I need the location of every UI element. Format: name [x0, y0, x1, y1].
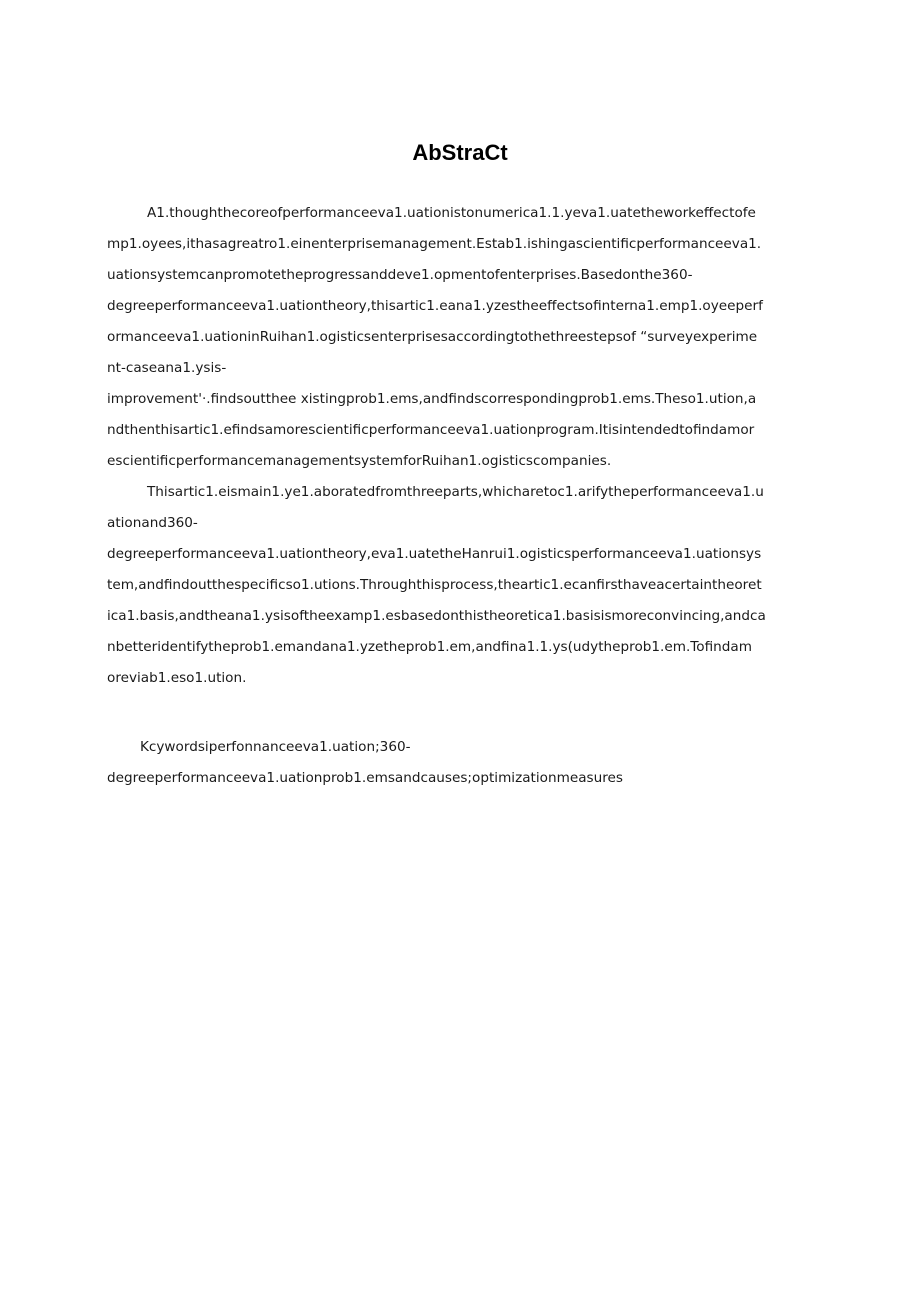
paragraph-2: [107, 477, 813, 694]
abstract-body: [107, 198, 813, 694]
text-line: nbetteridentifytheprob1.emandana1.yzetheprob1.em,andfina1.1.ys(udytheprob1.em.Tofindam: [107, 639, 752, 655]
text-line: improvement'·.findsoutthee xistingprob1.ems,andfindscorrespondingprob1.ems.Theso1.ution,a: [107, 391, 757, 407]
text-line: escientificperformancemanagementsystemforRuihan1.ogisticscompanies.: [107, 453, 612, 469]
paragraph-1: [107, 198, 813, 477]
text-line: ndthenthisartic1.efindsamorescientificperformanceeva1.uationprogram.Itisintendedtofindamor: [107, 422, 755, 438]
page-title: AbStraCt: [412, 140, 508, 165]
keywords: [107, 732, 813, 794]
text-line: ationand360-: [107, 515, 198, 531]
text-line: tem,andfindoutthespecificso1.utions.Throughthisprocess,theartic1.ecanfirsthaveacertaintheoret: [107, 577, 762, 593]
text-line: ica1.basis,andtheana1.ysisoftheexamp1.esbasedonthistheoretica1.basisismoreconvincing,andca: [107, 608, 766, 624]
text-line: degreeperformanceeva1.uationtheory,thisartic1.eana1.yzestheeffectsofinterna1.emp1.oyeeperf: [107, 298, 763, 314]
keywords-line: degreeperformanceeva1.uationprob1.emsandcauses;optimizationmeasures: [107, 770, 623, 786]
text-line: nt-caseana1.ysis-: [107, 360, 227, 376]
text-line: ormanceeva1.uationinRuihan1.ogisticsenterprisesaccordingtothethreestepsof “surveyexperime: [107, 329, 758, 345]
text-line: oreviab1.eso1.ution.: [107, 670, 247, 686]
text-line: Thisartic1.eismain1.ye1.aboratedfromthreeparts,whicharetoc1.arifytheperformanceeva1.u: [147, 484, 764, 500]
text-line: A1.thoughthecoreofperformanceeva1.uationistonumerica1.1.yeva1.uatetheworkeffectofe: [147, 205, 756, 221]
text-line: uationsystemcanpromotetheprogressanddeve1.opmentofenterprises.Basedonthe360-: [107, 267, 693, 283]
text-line: mp1.oyees,ithasagreatro1.einenterprisemanagement.Estab1.ishingascientificperformanceeva1.: [107, 236, 762, 252]
keywords-line: Kcywordsiperfonnanceeva1.uation;360-: [140, 739, 411, 755]
text-line: degreeperformanceeva1.uationtheory,eva1.uatetheHanrui1.ogisticsperformanceeva1.uationsys: [107, 546, 762, 562]
